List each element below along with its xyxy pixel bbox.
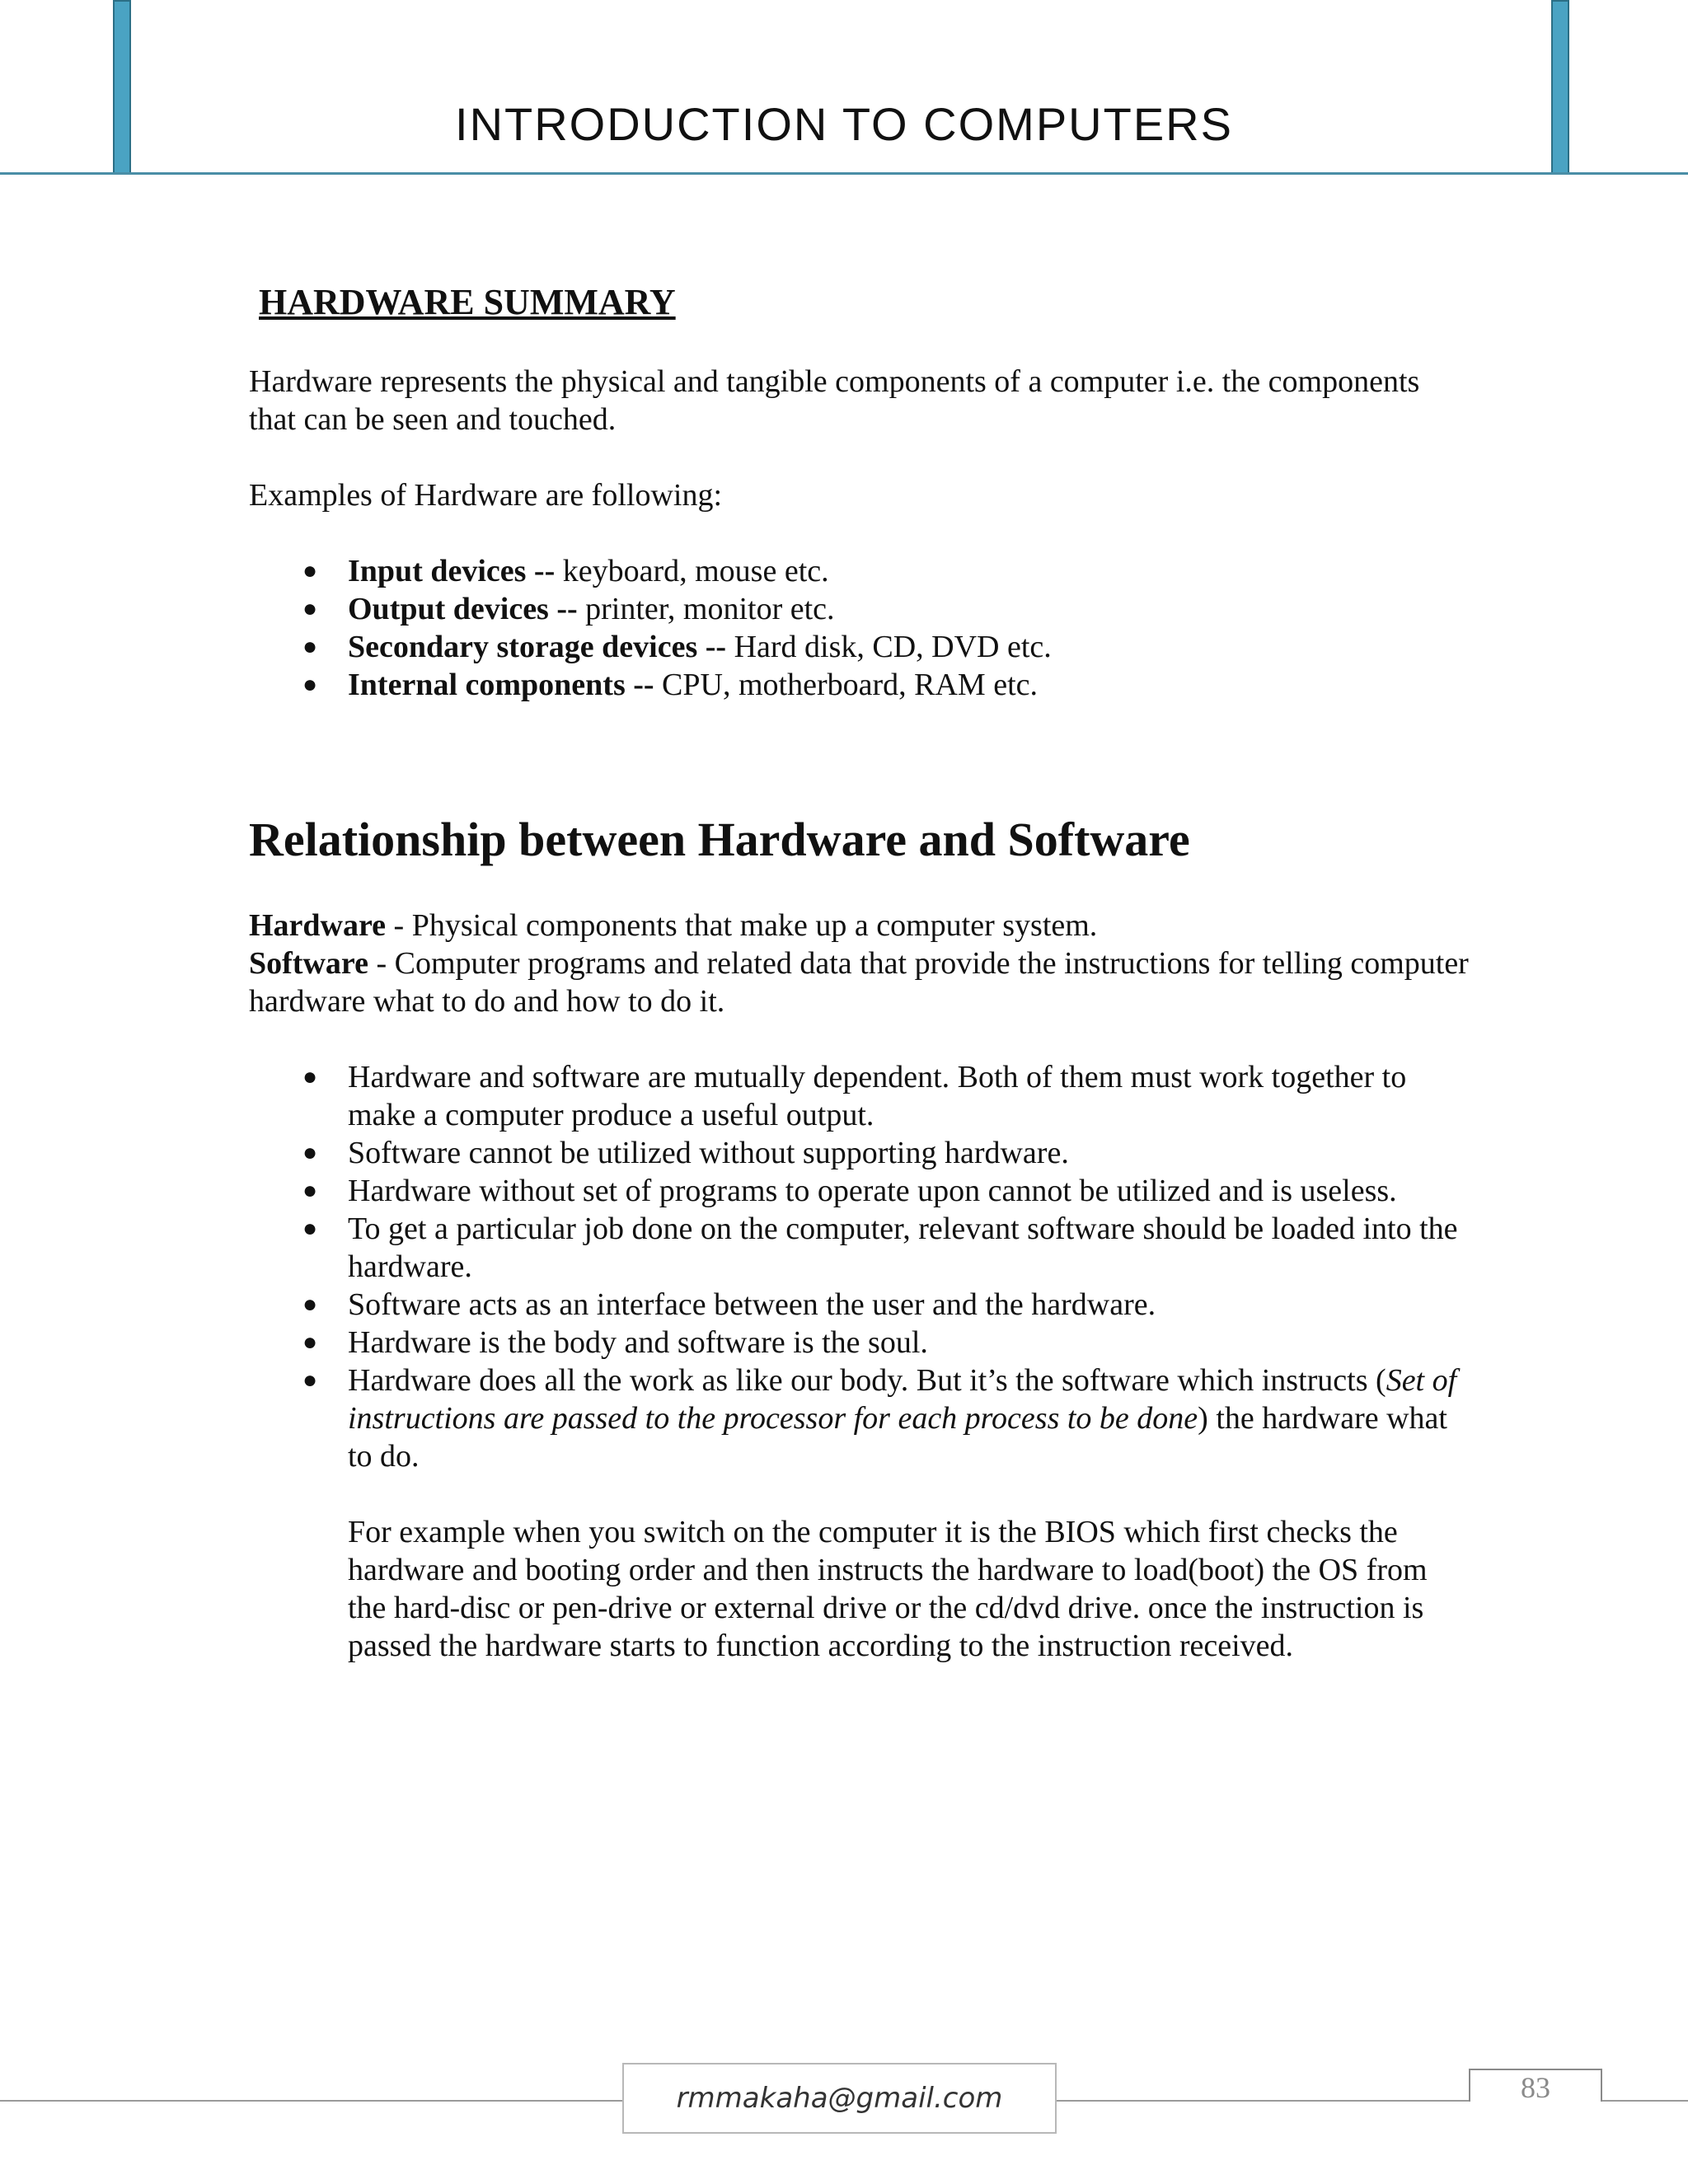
footer-email: rmmakaha@gmail.com — [622, 2063, 1057, 2134]
list-item: ● Output devices -- printer, monitor etc. — [302, 592, 835, 626]
page-number: 83 — [1521, 2071, 1550, 2104]
list-item: ● Hardware without set of programs to operate upon cannot be utilized and is useless. — [302, 1174, 1397, 1208]
list-item: ● Hardware does all the work as like our body. But it’s the software which instructs (Set of instructions are passed to the processor for each process to be done) the hardware what to do. For example when you switch on the computer it is the BIOS which first checks the hardware and booting order and then instructs the hardware to load(boot) the OS from the hard-disc or pen-drive or external drive or the cd/dvd drive. once the instruction is passed the hardware starts to function according to the instruction received. — [348, 1361, 1469, 1665]
header-rule — [0, 172, 1688, 175]
bullet-icon: ● — [302, 1366, 318, 1394]
bullet-icon: ● — [302, 1177, 318, 1204]
page-content — [249, 280, 1469, 1665]
bullet-icon: ● — [302, 671, 318, 698]
hardware-examples-list — [249, 552, 1469, 704]
list-item: ● Hardware is the body and software is the soul. — [302, 1325, 928, 1360]
list-item: ● Software acts as an interface between the user and the hardware. — [302, 1287, 1156, 1322]
list-item: ● Secondary storage devices -- Hard disk, CD, DVD etc. — [302, 630, 1052, 664]
list-item: ● To get a particular job done on the computer, relevant software should be loaded into the hardware. — [302, 1212, 1458, 1284]
relationship-heading: Relationship between Hardware and Software — [249, 813, 1190, 866]
footer-rule-right — [1602, 2100, 1688, 2102]
list-item: ● Hardware and software are mutually dependent. Both of them must work together to make a computer produce a useful output. — [302, 1060, 1407, 1132]
footer-rule-middle — [1057, 2100, 1469, 2102]
bullet-icon: ● — [302, 1291, 318, 1318]
list-item: ● Software cannot be utilized without supporting hardware. — [302, 1136, 1069, 1170]
bullet-icon: ● — [302, 1139, 318, 1166]
software-definition: Software - Computer programs and related data that provide the instructions for telling computer hardware what to do and how to do it. — [249, 946, 1469, 1019]
hardware-summary-heading: HARDWARE SUMMARY — [259, 282, 676, 322]
bullet-icon: ● — [302, 1063, 318, 1090]
bios-example-paragraph: For example when you switch on the computer it is the BIOS which first checks the hardware and booting order and then instructs the hardware to load(boot) the OS from the hard-disc or pen-drive or external drive or the cd/dvd drive. once the instruction is passed the hardware starts to function according to the instruction received. — [348, 1515, 1428, 1663]
bullet-icon: ● — [302, 557, 318, 584]
hardware-definition: Hardware - Physical components that make up a computer system. — [249, 908, 1098, 943]
hardware-intro-paragraph: Hardware represents the physical and tangible components of a computer i.e. the components that can be seen and touched. — [249, 364, 1420, 437]
list-item: ● Input devices -- keyboard, mouse etc. — [302, 554, 829, 588]
bullet-icon: ● — [302, 1329, 318, 1356]
list-item: ● Internal components -- CPU, motherboard, RAM etc. — [302, 668, 1038, 702]
examples-lead-paragraph: Examples of Hardware are following: — [249, 478, 723, 513]
footer-rule-left — [0, 2100, 622, 2102]
relationship-points-list — [249, 1058, 1469, 1665]
definitions-block — [249, 907, 1469, 1020]
page-header-title: INTRODUCTION TO COMPUTERS — [455, 98, 1233, 150]
bullet-icon: ● — [302, 595, 318, 622]
bullet-icon: ● — [302, 633, 318, 660]
bullet-icon: ● — [302, 1215, 318, 1242]
